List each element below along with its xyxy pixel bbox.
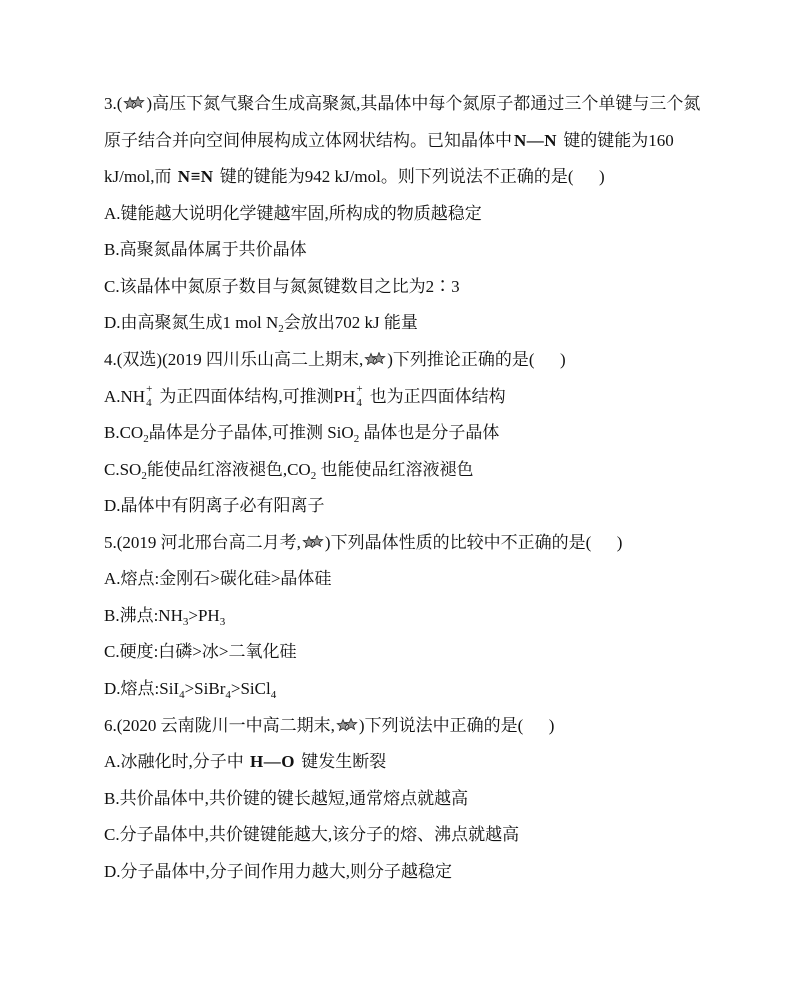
question-block [104, 86, 744, 342]
text-run: 键的键能为160 [559, 130, 674, 150]
star-icon [133, 97, 144, 108]
subscript: 2 [143, 433, 149, 446]
option-d-line [104, 854, 744, 891]
question-stem-line [104, 123, 744, 160]
text-run: 也为正四面体结构 [365, 386, 506, 406]
subscript: 4 [179, 689, 185, 701]
text-run: 键发生断裂 [296, 752, 387, 772]
text-run: D.晶体中有阴离子必有阳离子 [104, 496, 325, 516]
text-run: A.NH [104, 386, 146, 406]
text-run: 晶体也是分子晶体 [359, 423, 500, 443]
text-run: C.该晶体中氮原子数目与氮氮键数目之比为2∶3 [104, 276, 460, 296]
text-run: 3.( [104, 94, 123, 113]
subscript: 4 [225, 689, 231, 701]
option-b-line [104, 232, 744, 269]
ion-charge-subscript [145, 382, 155, 409]
question-stem-line [104, 708, 744, 745]
text-run: 也能使品红溶液褪色 [316, 459, 474, 479]
subscript: 2 [278, 323, 284, 336]
option-c-line [104, 634, 744, 671]
subscript: 3 [182, 615, 189, 628]
option-c-line [104, 452, 744, 489]
difficulty-stars-icon [364, 352, 386, 366]
subscript: 3 [219, 615, 226, 628]
text-run: 晶体是分子晶体,可推测 SiO [148, 423, 354, 443]
text-run: 6.(2020 云南陇川一中高二期末, [104, 715, 335, 735]
text-run: 能使品红溶液褪色,CO [146, 459, 311, 479]
question-block [104, 525, 744, 708]
text-run: 键的键能为942 kJ/mol。则下列说法不正确的是( ) [215, 167, 605, 187]
question-stem-line [104, 342, 744, 379]
text-run: D.由高聚氮生成1 mol N [104, 313, 279, 333]
text-run: B.高聚氮晶体属于共价晶体 [104, 240, 307, 260]
text-run: D.分子晶体中,分子间作用力越大,则分子越稳定 [104, 861, 453, 881]
star-icon [374, 352, 385, 363]
text-run: )下列晶体性质的比较中不正确的是( ) [324, 532, 623, 552]
text-run: kJ/mol,而 [104, 167, 176, 187]
option-c-line [104, 817, 744, 854]
chemical-bond-text: H—O [250, 752, 295, 772]
option-a-line [104, 744, 744, 781]
text-run: 会放出702 kJ 能量 [283, 313, 418, 333]
text-run: C.分子晶体中,共价键键能越大,该分子的熔、沸点就越高 [104, 825, 520, 845]
question-block [104, 708, 744, 891]
subscript: 4 [270, 689, 277, 701]
option-b-line [104, 598, 744, 635]
exam-document [104, 86, 744, 890]
star-icon [125, 98, 136, 109]
text-run: C.硬度:白磷>冰>二氧化硅 [104, 642, 297, 662]
text-run: 原子结合并向空间伸展构成立体网状结构。已知晶体中 [104, 130, 512, 150]
option-b-line [104, 781, 744, 818]
text-run: A.熔点:金刚石>碳化硅>晶体硅 [104, 569, 332, 589]
option-d-line [104, 305, 744, 342]
text-run: >SiCl [230, 679, 271, 698]
text-run: )高压下氮气聚合生成高聚氮,其晶体中每个氮原子都通过三个单键与三个氮 [146, 94, 701, 113]
option-a-line [104, 379, 744, 416]
difficulty-stars-icon [123, 96, 145, 110]
star-icon [345, 718, 356, 729]
subscript: 4 [146, 396, 152, 409]
text-run: B.共价晶体中,共价键的键长越短,通常熔点就越高 [104, 788, 469, 808]
star-icon [311, 535, 322, 546]
superscript: + [146, 382, 153, 395]
option-a-line [104, 196, 744, 233]
star-icon [337, 719, 348, 730]
question-stem-line [104, 86, 744, 123]
chemical-bond-text: N—N [514, 130, 558, 150]
option-a-line [104, 561, 744, 598]
text-run: A.键能越大说明化学键越牢固,所构成的物质越稳定 [104, 203, 482, 223]
difficulty-stars-icon [336, 718, 358, 732]
chemical-bond-text: N≡N [177, 167, 214, 187]
subscript: 2 [353, 433, 360, 446]
option-b-line [104, 415, 744, 452]
text-run: A.冰融化时,分子中 [104, 752, 249, 772]
text-run: )下列说法中正确的是( ) [358, 715, 555, 735]
text-run: 为正四面体结构,可推测PH [155, 386, 356, 406]
option-c-line [104, 269, 744, 306]
text-run: )下列推论正确的是( ) [387, 349, 566, 369]
subscript: 4 [356, 396, 362, 409]
text-run: >SiBr [184, 679, 226, 698]
text-run: 4.(双选)(2019 四川乐山高二上期末, [104, 349, 364, 369]
question-stem-line [104, 525, 744, 562]
question-block [104, 342, 744, 525]
text-run: D.熔点:SiI [104, 679, 180, 698]
text-run: B.沸点:NH [104, 605, 183, 625]
text-run: >PH [188, 605, 220, 625]
question-stem-line [104, 159, 744, 196]
option-d-line [104, 671, 744, 708]
text-run: 5.(2019 河北邢台高二月考, [104, 532, 301, 552]
subscript: 2 [310, 469, 317, 482]
option-d-line [104, 488, 744, 525]
star-icon [366, 353, 377, 364]
text-run: B.CO [104, 423, 144, 443]
superscript: + [356, 382, 363, 395]
star-icon [303, 536, 314, 547]
difficulty-stars-icon [302, 535, 324, 549]
ion-charge-subscript [355, 382, 365, 409]
text-run: C.SO [104, 459, 142, 479]
subscript: 2 [141, 469, 147, 482]
